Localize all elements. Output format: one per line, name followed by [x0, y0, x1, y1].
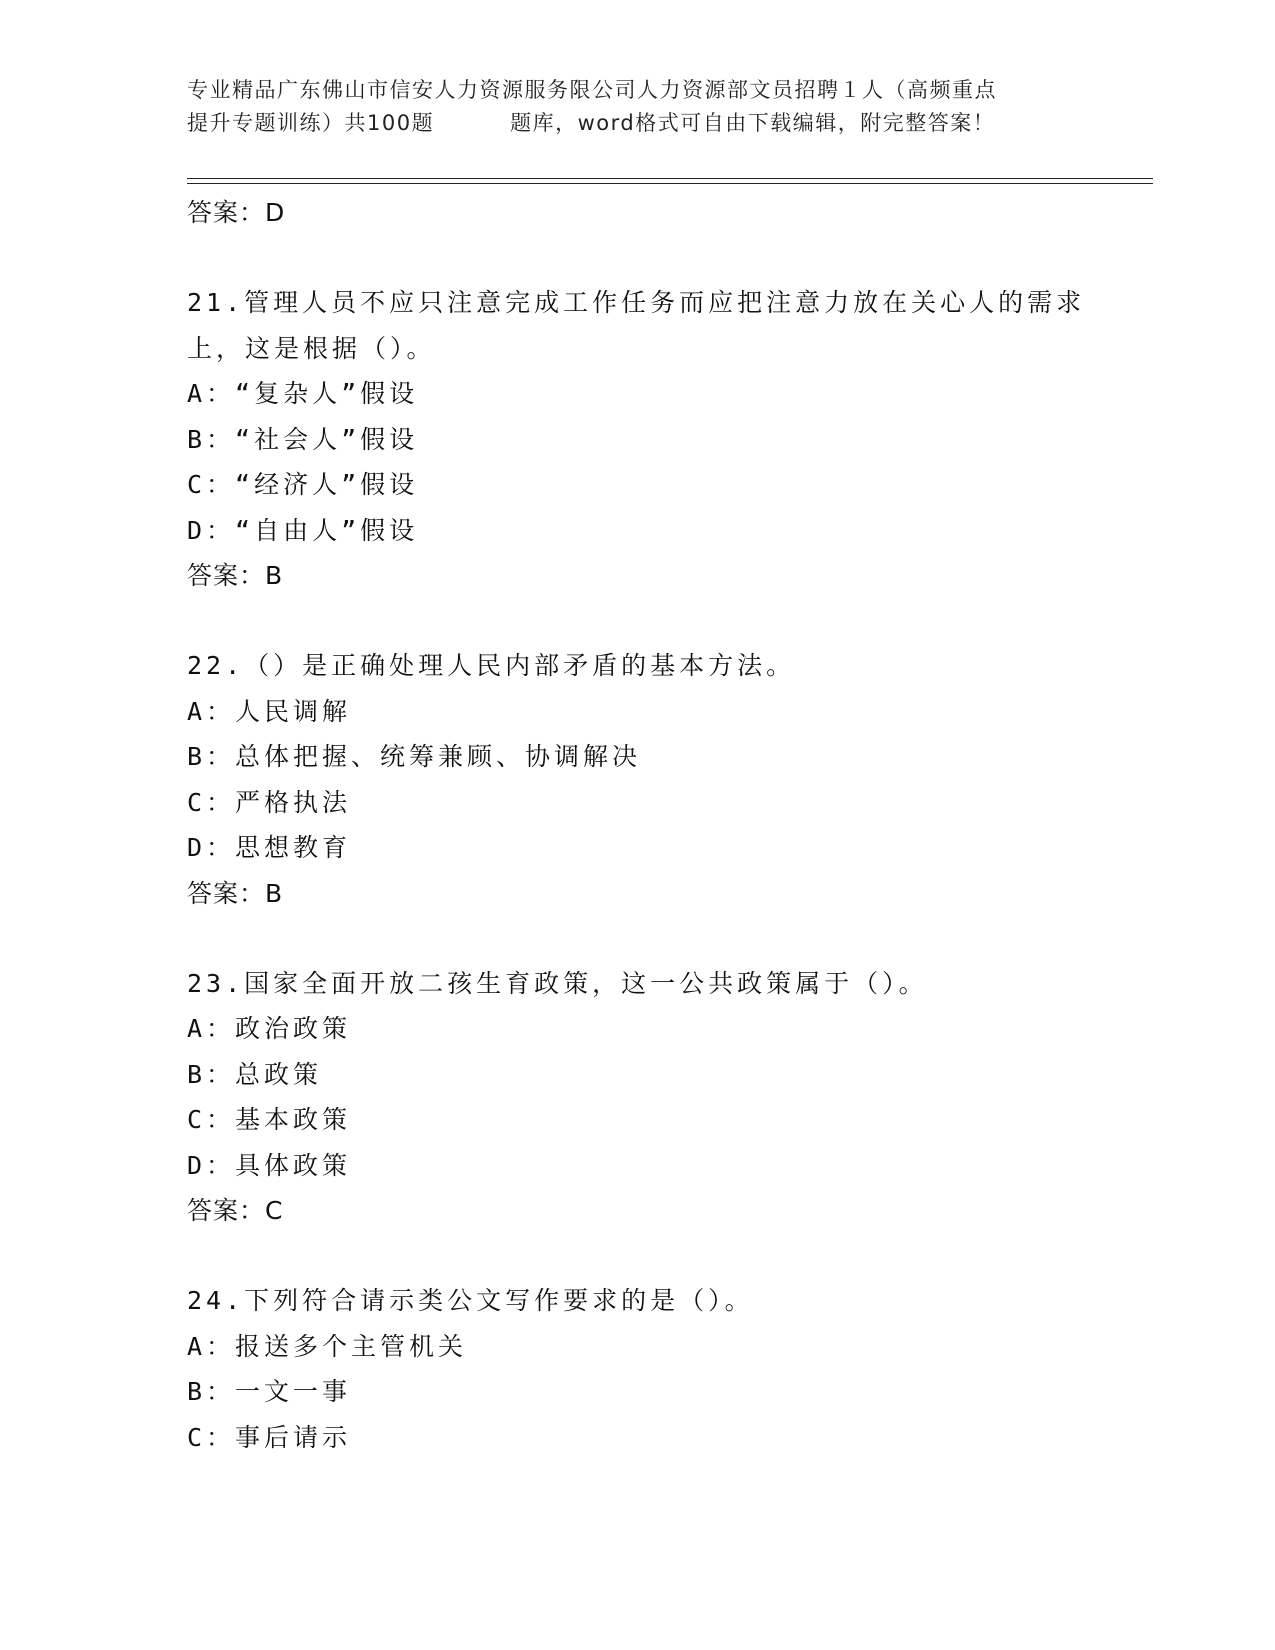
question-stem — [187, 280, 1147, 371]
question-stem-line: 23.国家全面开放二孩生育政策，这一公共政策属于（）。 — [187, 968, 928, 998]
option-d: D：思想教育 — [187, 833, 352, 862]
option-b: B：一文一事 — [187, 1377, 352, 1406]
option-b: B：总政策 — [187, 1059, 323, 1089]
header-divider-bottom — [187, 183, 1153, 184]
header-title-part-2: 题库，word格式可自由下载编辑，附完整答案！ — [510, 111, 996, 135]
option-b: B：总体把握、统筹兼顾、协调解决 — [187, 742, 642, 771]
question-stem-line: 24.下列符合请示类公文写作要求的是（）。 — [187, 1286, 754, 1315]
page-header — [187, 74, 1087, 140]
question-stem-line: 22.（）是正确处理人民内部矛盾的基本方法。 — [187, 651, 796, 680]
question-22 — [187, 643, 1147, 916]
option-d: D：“自由人”假设 — [187, 515, 419, 545]
question-21 — [187, 280, 1147, 598]
question-stem-line: 21.管理人员不应只注意完成工作任务而应把注意力放在关心人的需求 — [187, 288, 1086, 317]
option-c: C：事后请示 — [187, 1422, 352, 1452]
header-title-part-1: 提升专题训练）共100题 — [187, 111, 435, 135]
option-a: A：人民调解 — [187, 696, 352, 726]
header-divider-top — [187, 178, 1153, 179]
option-d: D：具体政策 — [187, 1150, 352, 1180]
question-stem — [187, 1278, 1147, 1324]
answer-line: 答案：B — [187, 878, 284, 908]
question-24 — [187, 1278, 1147, 1460]
answer-line: 答案：C — [187, 1196, 284, 1225]
question-23 — [187, 961, 1147, 1234]
document-body — [187, 190, 1147, 1460]
option-b: B：“社会人”假设 — [187, 424, 419, 454]
header-title-line-2 — [187, 107, 1087, 140]
option-a: A：政治政策 — [187, 1014, 352, 1043]
option-a: A：“复杂人”假设 — [187, 379, 419, 408]
answer-line: 答案：D — [187, 198, 286, 227]
question-stem — [187, 961, 1147, 1007]
option-c: C：“经济人”假设 — [187, 470, 419, 499]
answer-line: 答案：B — [187, 561, 284, 590]
header-title-line-1: 专业精品广东佛山市信安人力资源服务限公司人力资源部文员招聘１人（高频重点 — [187, 78, 997, 102]
option-c: C：严格执法 — [187, 787, 352, 817]
question-stem — [187, 643, 1147, 689]
option-c: C：基本政策 — [187, 1105, 352, 1134]
question-stem-line: 上，这是根据（）。 — [187, 333, 436, 363]
option-a: A：报送多个主管机关 — [187, 1331, 468, 1361]
